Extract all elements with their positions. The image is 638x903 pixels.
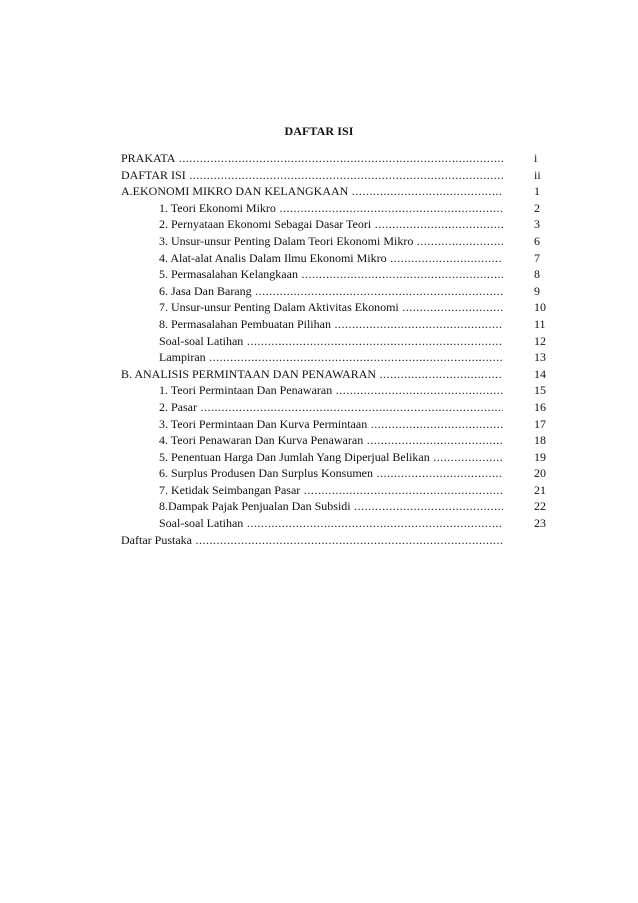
- toc-entry: [159, 216, 503, 233]
- toc-entry: [159, 498, 503, 515]
- toc-entry: [159, 416, 503, 433]
- toc-page-number: ii: [534, 167, 541, 182]
- toc-row[interactable]: [121, 167, 551, 184]
- toc-entry-label: Soal-soal Latihan .....: [159, 333, 503, 350]
- toc-row[interactable]: [121, 432, 551, 449]
- toc-entry-label: 2. Pernyataan Ekonomi Sebagai Dasar Teori .....: [159, 216, 503, 233]
- toc-entry: [121, 183, 503, 200]
- toc-row[interactable]: [121, 532, 551, 549]
- toc-page-number: 11: [534, 316, 546, 331]
- toc-entry: [159, 382, 503, 399]
- toc-entry: [159, 465, 503, 482]
- toc-entry-label: 3. Unsur-unsur Penting Dalam Teori Ekonomi Mikro .....: [159, 233, 503, 250]
- page-title: DAFTAR ISI: [284, 124, 354, 138]
- toc-entry-label: B. ANALISIS PERMINTAAN DAN PENAWARAN .....: [121, 366, 503, 383]
- toc-page-number: 17: [534, 416, 546, 431]
- toc-entry-label: 2. Pasar .....: [159, 399, 503, 416]
- toc-entry-label: 3. Teori Permintaan Dan Kurva Permintaan .....: [159, 416, 503, 433]
- toc-entry: [159, 316, 503, 333]
- toc-entry-label: 7. Unsur-unsur Penting Dalam Aktivitas Ekonomi .....: [159, 299, 503, 316]
- toc-row[interactable]: [121, 200, 551, 217]
- toc-entry: [121, 532, 503, 549]
- toc-row[interactable]: [121, 465, 551, 482]
- toc-page-number: 22: [534, 499, 546, 514]
- toc-entry-label: A.EKONOMI MIKRO DAN KELANGKAAN .....: [121, 183, 503, 200]
- toc-entry-label: 5. Permasalahan Kelangkaan .....: [159, 266, 503, 283]
- toc-entry: [121, 150, 503, 167]
- toc-row[interactable]: [121, 233, 551, 250]
- toc-entry: [159, 299, 503, 316]
- toc-page-number: 19: [534, 449, 546, 464]
- toc-page-number: 7: [534, 250, 540, 265]
- toc-row[interactable]: [121, 382, 551, 399]
- toc-page-number: 6: [534, 233, 540, 248]
- toc-entry-label: DAFTAR ISI .....: [121, 167, 503, 184]
- toc-row[interactable]: [121, 216, 551, 233]
- toc-entry: [159, 399, 503, 416]
- toc-entry-label: 1. Teori Permintaan Dan Penawaran .....: [159, 382, 503, 399]
- toc-entry: [159, 266, 503, 283]
- toc-row[interactable]: [121, 299, 551, 316]
- toc-row[interactable]: [121, 399, 551, 416]
- toc-row[interactable]: [121, 183, 551, 200]
- toc-entry: [159, 250, 503, 267]
- toc-page-number: 12: [534, 333, 546, 348]
- toc-entry: [159, 349, 503, 366]
- toc-page-number: 1: [534, 184, 540, 199]
- toc-row[interactable]: [121, 150, 551, 167]
- toc-row[interactable]: [121, 482, 551, 499]
- toc-row[interactable]: [121, 283, 551, 300]
- toc-entry-label: 7. Ketidak Seimbangan Pasar .....: [159, 482, 503, 499]
- toc-page-number: i: [534, 151, 538, 165]
- toc-entry: [159, 333, 503, 350]
- toc-entry: [159, 482, 503, 499]
- toc-page-number: 2: [534, 200, 540, 215]
- toc-entry-label: 8.Dampak Pajak Penjualan Dan Subsidi .....: [159, 498, 503, 515]
- toc-entry-label: 5. Penentuan Harga Dan Jumlah Yang Diperjual Belikan .....: [159, 449, 503, 466]
- toc-page-number: 3: [534, 217, 540, 232]
- toc-page-number: 13: [534, 350, 546, 365]
- toc-row[interactable]: [121, 366, 551, 383]
- toc-entry-label: PRAKATA .....: [121, 150, 503, 167]
- toc-entry-label: 6. Jasa Dan Barang .....: [159, 283, 503, 300]
- toc-row[interactable]: [121, 266, 551, 283]
- toc-entry-label: Lampiran .....: [159, 349, 503, 366]
- toc-page-number: 18: [534, 433, 546, 448]
- toc-entry: [121, 366, 503, 383]
- toc-row[interactable]: [121, 349, 551, 366]
- toc-entry-label: 1. Teori Ekonomi Mikro .....: [159, 200, 503, 217]
- toc-page-number: 20: [534, 466, 546, 481]
- toc-entry-label: 4. Alat-alat Analis Dalam Ilmu Ekonomi Mikro .....: [159, 250, 503, 267]
- toc-entry: [159, 200, 503, 217]
- toc-entry-label: 6. Surplus Produsen Dan Surplus Konsumen .....: [159, 465, 503, 482]
- toc-page-number: 23: [534, 516, 546, 531]
- toc-entry-label: Daftar Pustaka .....: [121, 532, 503, 549]
- toc-page-number: 16: [534, 399, 546, 414]
- toc-page-number: 10: [534, 300, 546, 315]
- toc-row[interactable]: [121, 498, 551, 515]
- toc-page-number: 9: [534, 283, 540, 298]
- toc-row[interactable]: [121, 515, 551, 532]
- toc-page-number: 14: [534, 366, 546, 381]
- toc-entry: [159, 449, 503, 466]
- toc-row[interactable]: [121, 316, 551, 333]
- toc-entry: [159, 432, 503, 449]
- toc-entry: [121, 167, 503, 184]
- toc-page-number: 15: [534, 383, 546, 398]
- toc-entry-label: 4. Teori Penawaran Dan Kurva Penawaran .....: [159, 432, 503, 449]
- toc-page-number: 8: [534, 267, 540, 282]
- toc-page-number: 21: [534, 482, 546, 497]
- toc-row[interactable]: [121, 416, 551, 433]
- toc-entry: [159, 233, 503, 250]
- toc-entry-label: 8. Permasalahan Pembuatan Pilihan .....: [159, 316, 503, 333]
- toc-row[interactable]: [121, 449, 551, 466]
- toc-entry: [159, 283, 503, 300]
- toc-row[interactable]: [121, 333, 551, 350]
- toc-row[interactable]: [121, 250, 551, 267]
- table-of-contents: [121, 150, 551, 548]
- toc-entry: [159, 515, 503, 532]
- toc-entry-label: Soal-soal Latihan .....: [159, 515, 503, 532]
